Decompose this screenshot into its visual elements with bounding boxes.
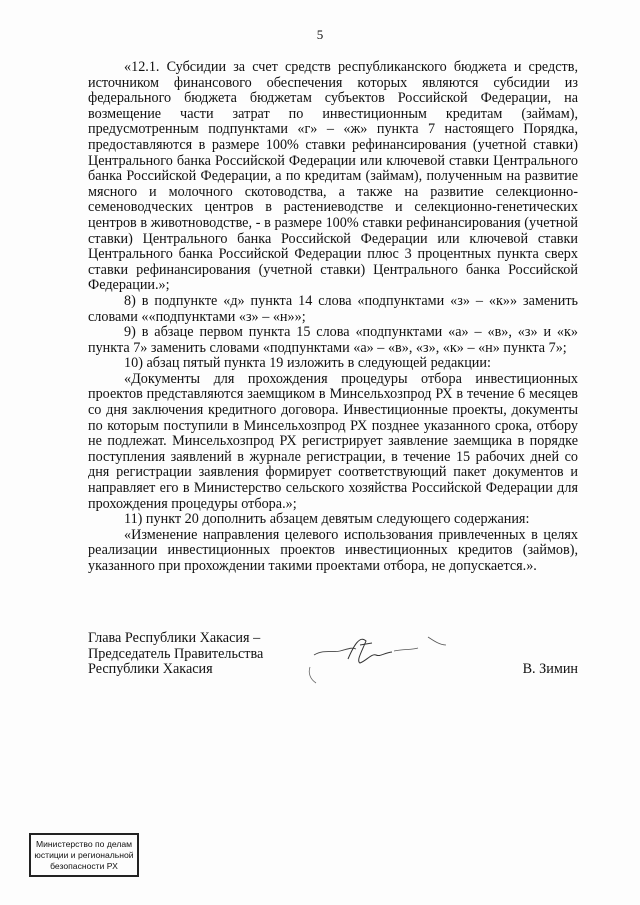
paragraph-item-10: 10) абзац пятый пункта 19 изложить в следующей редакции:	[124, 355, 491, 372]
paragraph-item-11: 11) пункт 20 дополнить абзацем девятым следующего содержания:	[124, 511, 530, 528]
paragraph-item-10-text: «Документы для прохождения процедуры отбора инвестиционных проектов представляются заемщиком в Минсельхозпрод РХ в течение 6 месяцев со дня заключения кредитного договора. Инвестиционные проекты, документы по которым поступили в Минсельхозпрод РХ позднее указанного срока, отбору не подлежат. Минсельхозпрод РХ регистрирует заявление заемщика в порядке поступления заявлений в журнале регистрации, в течение 15 рабочих дней со дня регистрации заявления формирует соответствующий пакет документов и направляет его в Министерство сельского хозяйства Российской Федерации для прохождения процедуры отбора.»;	[88, 370, 578, 512]
document-body	[88, 60, 578, 575]
signer-position-line: Глава Республики Хакасия –	[88, 630, 261, 646]
page-number: 5	[316, 27, 324, 42]
signer-name: В. Зимин	[522, 661, 578, 677]
handwritten-signature	[300, 625, 450, 685]
signer-position	[88, 631, 308, 678]
ministry-stamp	[29, 833, 139, 877]
signer-position-line: Председатель Правительства	[88, 645, 264, 662]
paragraph-12-1: «12.1. Субсидии за счет средств республиканского бюджета и средств, источником финансового обеспечения которых являются субсидии из федерального бюджета бюджетам субъектов Российской Федерации, на возмещение части затрат по инвестиционным кредитам (займам), предусмотренным подпунктами «г» – «ж» пункта 7 настоящего Порядка, предоставляются в размере 100% ставки рефинансирования (учетной ставки) Центрального банка Российской Федерации или ключевой ставки Центрального банка Российской Федерации, а по кредитам (займам), полученным на развитие мясного и молочного скотоводства, а также на развитие селекционно-семеноводческих центров в растениеводстве и селекционно-генетических центров в животноводстве, - в размере 100% ставки рефинансирования (учетной ставки) Центрального банка Российской Федерации или ключевой ставки Центрального банка Российской Федерации плюс 3 процентных пункта сверх ставки рефинансирования (учетной ставки) Центрального банка Российской Федерации.»;	[88, 59, 578, 294]
signer-position-line: Республики Хакасия	[88, 661, 213, 678]
stamp-line: Министерство по делам	[35, 839, 133, 849]
paragraph-item-11-text: «Изменение направления целевого использования привлеченных в целях реализации инвестиционных проектов инвестиционных кредитов (займов), указанного при прохождении такими проектами отбора, не допускается.».	[88, 526, 578, 574]
stamp-line: безопасности РХ	[50, 861, 118, 871]
paragraph-item-8: 8) в подпункте «д» пункта 14 слова «подпунктами «з» – «к»» заменить словами ««подпунктами «з» – «н»»;	[88, 292, 578, 325]
stamp-line: юстиции и региональной	[34, 850, 134, 860]
paragraph-item-9: 9) в абзаце первом пункта 15 слова «подпунктами «а» – «в», «з» и «к» пункта 7» заменить словами «подпунктами «а» – «в», «з», «к» – «н» пункта 7»;	[88, 324, 578, 356]
